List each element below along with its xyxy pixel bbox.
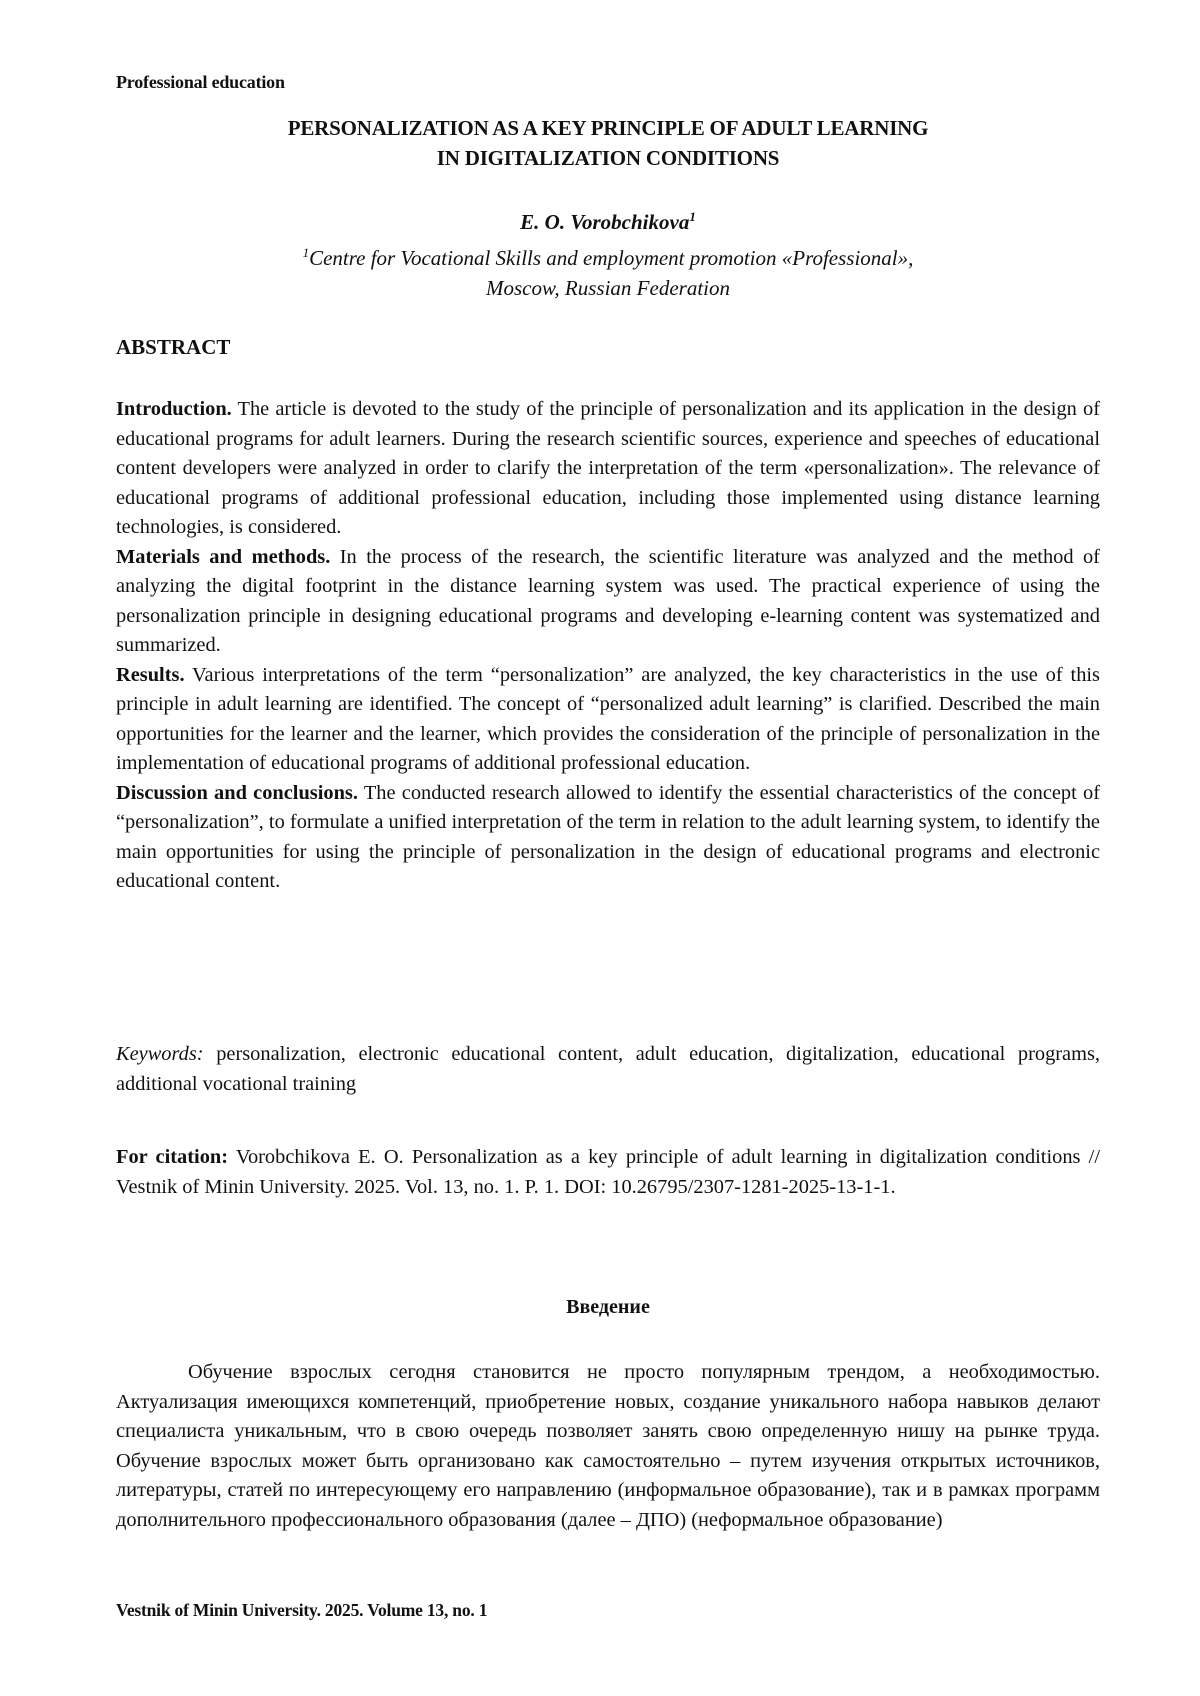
author — [116, 209, 1100, 235]
abstract-heading: ABSTRACT — [116, 335, 231, 359]
keywords-text: personalization, electronic educational content, adult education, digitalization, educational programs, additional vocational training — [116, 1043, 1100, 1095]
introduction-paragraph: Обучение взрослых сегодня становится не просто популярным трендом, а необходимостью. Актуализация имеющихся компетенций, приобретение новых, создание уникального набора навыков делают специалиста уникальным, что в свою очередь позволяет занять свою определенную нишу на рынке труда. Обучение взрослых может быть организовано как самостоятельно – путем изучения открытых источников, литературы, статей по интересующему его направлению (информальное образование), так и в рамках программ дополнительного профессионального образования (далее – ДПО) (неформальное образование) — [116, 1361, 1100, 1531]
article-title — [116, 113, 1100, 173]
affiliation-line-2: Moscow, Russian Federation — [485, 276, 730, 300]
affiliation-line-1: $^1$Centre for Vocational Skills and employment promotion «Professional», — [302, 245, 914, 270]
abstract-discussion: Discussion and conclusions. The conducted research allowed to identify the essential characteristics of the concept of “personalization”, to formulate a unified interpretation of the term in relation to the adult learning system, to identify the main opportunities for using the principle of personalization in the design of educational programs and electronic educational content. — [116, 781, 1101, 892]
title-line-2: IN DIGITALIZATION CONDITIONS — [436, 146, 780, 170]
journal-footer: Vestnik of Minin University. 2025. Volume 13, no. 1 — [116, 1600, 488, 1620]
introduction-heading: Введение — [566, 1296, 650, 1318]
citation — [116, 1143, 1100, 1202]
abstract-materials-methods: Materials and methods. In the process of the research, the scientific literature was analyzed and the method of analyzing the digital footprint in the distance learning system was used. The practical experience of using the personalization principle in designing educational programs and developing e-learning content was systematized and summarized. — [116, 545, 1100, 656]
keywords-label: Keywords: — [116, 1043, 204, 1065]
abstract-body — [116, 395, 1100, 897]
citation-text: Vorobchikova E. O. Personalization as a key principle of adult learning in digitalization conditions // Vestnik of Minin University. 2025. Vol. 13, no. 1. P. 1. DOI: 10.26795/2307-1281-2025-13-1-1. — [116, 1146, 1100, 1198]
citation-label: For citation: — [116, 1146, 229, 1168]
abstract-introduction: Introduction. The article is devoted to the study of the principle of personalization and its application in the design of educational programs for adult learners. During the research scientific sources, experience and speeches of educational content developers were analyzed in order to clarify the interpretation of the term «personalization». The relevance of educational programs of additional professional education, including those implemented using distance learning technologies, is considered. — [116, 398, 1100, 538]
affiliation — [116, 238, 1100, 303]
keywords — [116, 1040, 1100, 1099]
title-line-1: PERSONALIZATION AS A KEY PRINCIPLE OF ADULT LEARNING — [287, 116, 929, 140]
affiliation-superscript: 1 — [302, 245, 310, 260]
section-label: Professional education — [116, 72, 285, 92]
author-name: E. O. Vorobchikova — [520, 210, 690, 234]
abstract-results: Results. Various interpretations of the term “personalization” are analyzed, the key characteristics in the use of this principle in adult learning are identified. The concept of “personalized adult learning” is clarified. Described the main opportunities for the learner and the learner, which provides the consideration of the principle of personalization in the implementation of educational programs of additional professional education. — [116, 663, 1100, 774]
author-superscript: 1 — [689, 209, 696, 224]
